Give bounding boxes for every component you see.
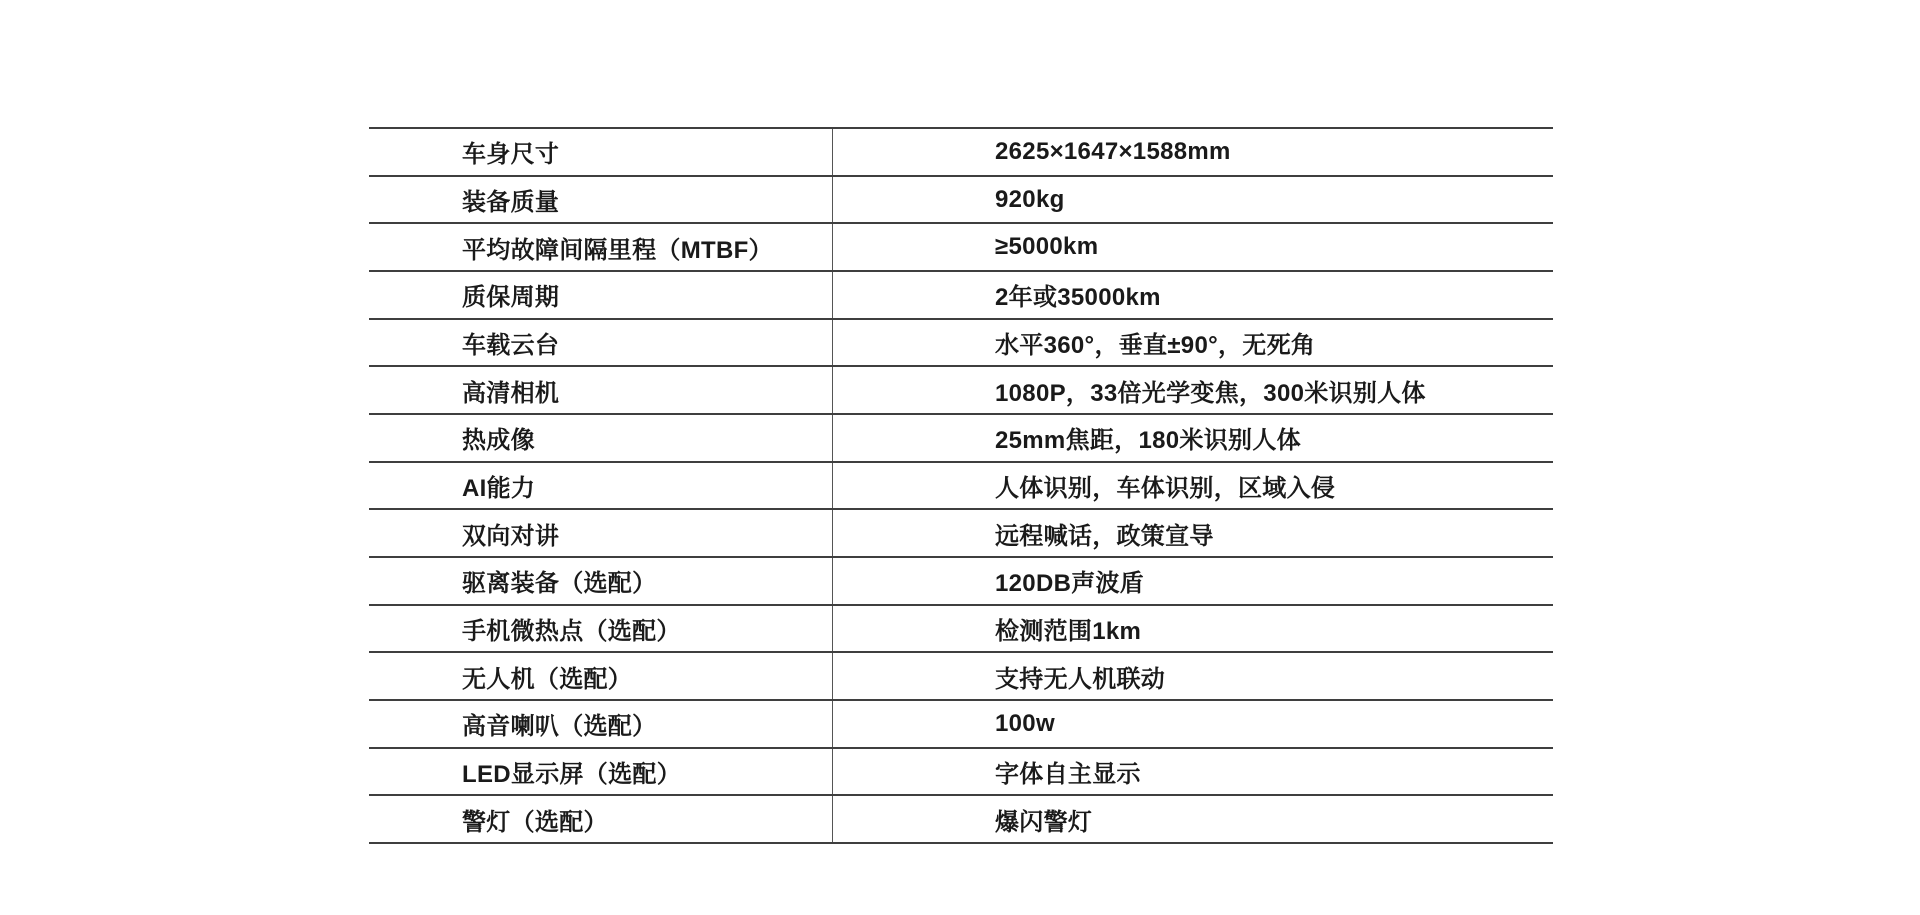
spec-value: 支持无人机联动 <box>995 665 1166 693</box>
spec-label: LED显示屏（选配） <box>462 761 681 789</box>
spec-label: 高清相机 <box>462 379 560 407</box>
spec-label: 驱离装备（选配） <box>462 570 657 598</box>
table-row <box>369 747 1553 795</box>
spec-value-cell <box>833 653 1553 699</box>
spec-label-cell <box>369 367 833 413</box>
spec-label: 车身尺寸 <box>462 141 560 169</box>
spec-value: 人体识别，车体识别，区域入侵 <box>995 475 1336 503</box>
spec-value-cell <box>833 320 1553 366</box>
table-row <box>369 270 1553 318</box>
spec-value-cell <box>833 463 1553 509</box>
table-row <box>369 508 1553 556</box>
spec-value: 100w <box>995 709 1055 737</box>
spec-label: 车载云台 <box>462 332 560 360</box>
table-row <box>369 127 1553 175</box>
spec-value: 920kg <box>995 185 1065 213</box>
spec-value: 120DB声波盾 <box>995 570 1145 598</box>
spec-value-cell <box>833 415 1553 461</box>
spec-value-cell <box>833 367 1553 413</box>
spec-label-cell <box>369 749 833 795</box>
table-row <box>369 222 1553 270</box>
spec-label: 警灯（选配） <box>462 808 608 836</box>
spec-label: 热成像 <box>462 427 535 455</box>
spec-label-cell <box>369 224 833 270</box>
spec-value: 2年或35000km <box>995 284 1161 312</box>
spec-label-cell <box>369 510 833 556</box>
spec-label: 手机微热点（选配） <box>462 618 681 646</box>
spec-value-cell <box>833 749 1553 795</box>
table-row <box>369 365 1553 413</box>
spec-label-cell <box>369 320 833 366</box>
table-row <box>369 794 1553 842</box>
spec-label-cell <box>369 606 833 652</box>
spec-label-cell <box>369 653 833 699</box>
spec-value: 25mm焦距，180米识别人体 <box>995 427 1301 455</box>
table-row <box>369 318 1553 366</box>
spec-label: 无人机（选配） <box>462 665 633 693</box>
spec-value-cell <box>833 224 1553 270</box>
table-row <box>369 699 1553 747</box>
spec-label: 高音喇叭（选配） <box>462 713 657 741</box>
table-row <box>369 175 1553 223</box>
spec-table <box>369 127 1553 844</box>
spec-label: 双向对讲 <box>462 522 560 550</box>
spec-label-cell <box>369 272 833 318</box>
spec-value: 检测范围1km <box>995 618 1142 646</box>
table-row <box>369 413 1553 461</box>
spec-value-cell <box>833 796 1553 842</box>
table-row <box>369 556 1553 604</box>
spec-label: 质保周期 <box>462 284 560 312</box>
spec-label: 装备质量 <box>462 189 560 216</box>
spec-label: 平均故障间隔里程（MTBF） <box>462 236 773 264</box>
spec-value-cell <box>833 558 1553 604</box>
spec-value: 字体自主显示 <box>995 761 1141 789</box>
spec-value-cell <box>833 510 1553 556</box>
spec-label-cell <box>369 177 833 223</box>
table-row <box>369 461 1553 509</box>
table-row <box>369 604 1553 652</box>
spec-label-cell <box>369 796 833 842</box>
spec-label-cell <box>369 463 833 509</box>
spec-label-cell <box>369 558 833 604</box>
spec-value-cell <box>833 129 1553 175</box>
spec-value: 2625×1647×1588mm <box>995 137 1231 165</box>
spec-value: ≥5000km <box>995 233 1099 261</box>
spec-value-cell <box>833 606 1553 652</box>
spec-value-cell <box>833 177 1553 223</box>
spec-value: 水平360°，垂直±90°，无死角 <box>995 332 1316 360</box>
table-row <box>369 651 1553 699</box>
spec-value-cell <box>833 701 1553 747</box>
spec-label: AI能力 <box>462 475 536 503</box>
spec-value: 1080P，33倍光学变焦，300米识别人体 <box>995 379 1426 407</box>
spec-label-cell <box>369 129 833 175</box>
spec-label-cell <box>369 415 833 461</box>
spec-value-cell <box>833 272 1553 318</box>
spec-value: 爆闪警灯 <box>995 808 1093 836</box>
spec-value: 远程喊话，政策宣导 <box>995 522 1214 550</box>
spec-label-cell <box>369 701 833 747</box>
